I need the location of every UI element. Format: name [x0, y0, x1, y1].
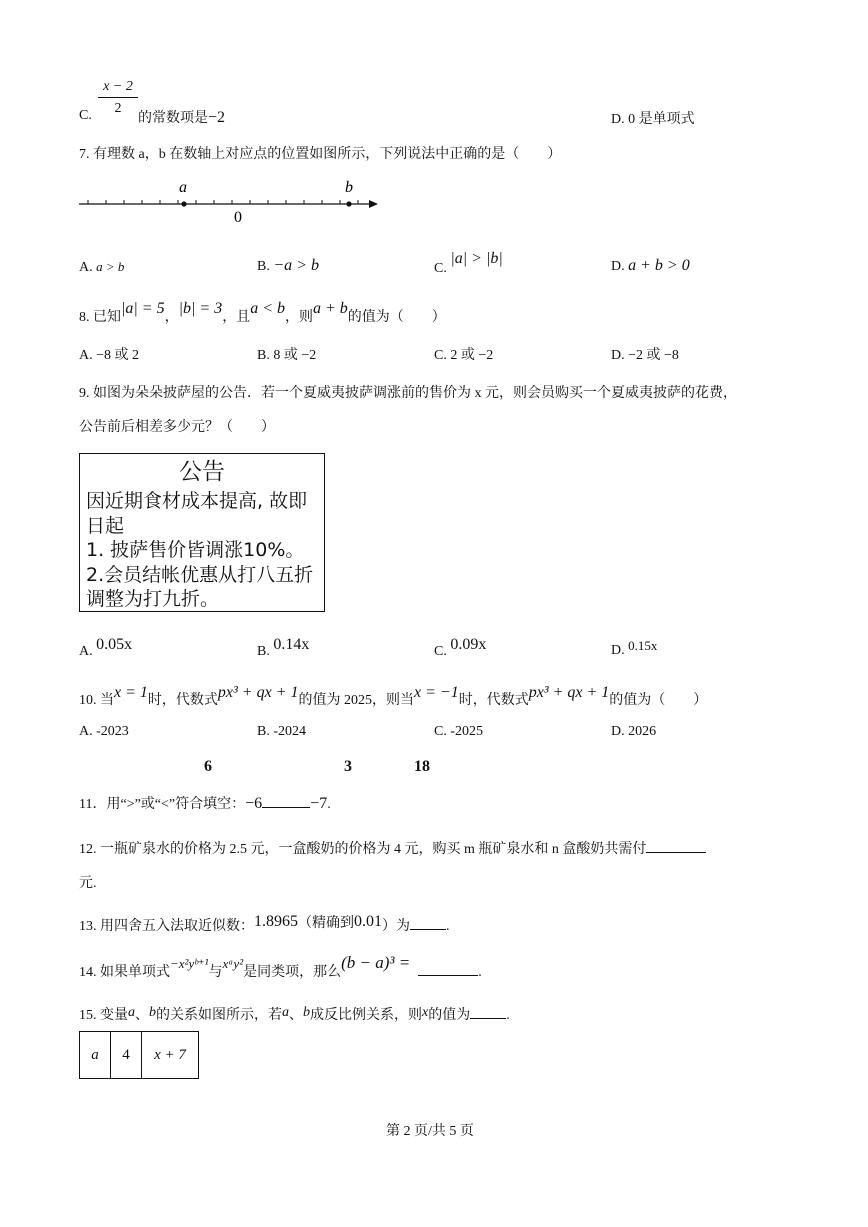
q15 — [79, 1004, 510, 1024]
option-text: −2 或 −8 — [628, 348, 679, 363]
q8-abs-a: |a| = 5 — [121, 300, 165, 317]
option-label: D. — [611, 724, 625, 739]
q15-sep: 、 — [135, 1008, 149, 1023]
q10-option-b — [257, 724, 306, 740]
q13-answer-blank[interactable] — [410, 917, 446, 930]
option-label: B. — [257, 259, 270, 274]
q14-p2: 与 — [208, 965, 223, 980]
q10-option-d — [611, 724, 656, 740]
table-row — [80, 1032, 199, 1079]
q15-p2: 的关系如图所示，若 — [156, 1008, 282, 1023]
q12-line1 — [79, 838, 706, 858]
q9-option-b — [257, 636, 310, 659]
table-cell: x + 7 — [142, 1032, 199, 1079]
option-label: C. — [434, 724, 447, 739]
q15-var-a2: a — [282, 1005, 289, 1020]
q12-text: 12. 一瓶矿泉水的价格为 2.5 元，一盒酸奶的价格为 4 元，购买 m 瓶矿泉水和 n 盒酸奶共需付 — [79, 842, 647, 857]
notice-line: 2.会员结帐优惠从打八五折 — [86, 563, 314, 586]
notice-title: 公告 — [179, 459, 225, 485]
q8-cond: a < b — [250, 300, 285, 317]
q10-p3: 的值为 2025，则当 — [298, 693, 414, 708]
q12-answer-blank[interactable] — [646, 840, 706, 853]
q8-option-d — [611, 344, 679, 364]
label-zero: 0 — [234, 209, 242, 226]
q14-p3: 是同类项，那么 — [243, 965, 342, 980]
q8-option-a — [79, 344, 139, 364]
q14 — [79, 953, 482, 980]
page-footer: 第 2 页/共 5 页 — [386, 1124, 474, 1139]
notice-line: 1. 披萨售价皆调涨10%。 — [86, 539, 305, 561]
q6-option-d: D. 0 是单项式 — [611, 112, 695, 127]
q6-option-c-label: C. — [79, 108, 92, 123]
q10-p5: 的值为（ ） — [609, 693, 708, 708]
q14-expr: (b − a)³ = — [341, 953, 411, 972]
arrow-right-icon — [369, 200, 378, 208]
option-label: D. — [611, 643, 625, 658]
q8-option-c — [434, 344, 493, 364]
q6-option-c-fraction — [98, 79, 138, 117]
point-a — [181, 201, 186, 206]
notice-line: 因近期食材成本提高, 故即 — [86, 490, 308, 512]
notice-line: 日起 — [86, 514, 125, 537]
fraction-numerator: x − 2 — [98, 79, 138, 98]
q15-value-table — [79, 1031, 199, 1079]
q10-poly2: px³ + qx + 1 — [528, 684, 610, 701]
option-expr: a + b > 0 — [628, 257, 690, 274]
table-cell: a — [80, 1032, 111, 1079]
q10-stem — [79, 682, 708, 708]
point-b — [346, 201, 351, 206]
q11 — [79, 793, 331, 813]
option-expr: |a| > |b| — [450, 250, 503, 267]
q11-answer-blank[interactable] — [262, 795, 310, 808]
q8-comma: ， — [164, 310, 179, 325]
option-label: C. — [434, 261, 447, 276]
q8-abs-b: |b| = 3 — [178, 300, 223, 317]
q6-option-c-text — [138, 107, 225, 127]
q9-option-a — [79, 636, 133, 659]
q10-p2: 时，代数式 — [147, 693, 218, 708]
q8-mid2: ，则 — [284, 310, 313, 325]
q15-end: . — [506, 1008, 510, 1023]
q13-end: . — [446, 919, 450, 934]
q14-mono2: xᵃy² — [222, 956, 244, 971]
q11-right: −7 — [310, 795, 328, 812]
option-expr: 0.14x — [273, 636, 310, 653]
q13-p2: （精确到 — [298, 916, 354, 931]
option-expr: a > b — [96, 259, 125, 274]
q6-option-c-value: −2 — [208, 109, 226, 126]
option-text: −8 或 2 — [96, 348, 140, 363]
option-expr: −a > b — [273, 257, 319, 274]
q10-e2: x = −1 — [414, 684, 459, 701]
q15-sep2: 、 — [289, 1008, 303, 1023]
q14-p1: 14. 如果单项式 — [79, 965, 170, 980]
q15-var-b2: b — [303, 1005, 310, 1020]
q8-option-b — [257, 344, 316, 364]
option-label: A. — [79, 260, 93, 275]
section-header-count: 6 — [204, 758, 212, 775]
q10-option-a — [79, 724, 129, 740]
q9-option-c — [434, 636, 487, 659]
q11-end: . — [327, 797, 331, 812]
q6-option-c-desc: 的常数项是 — [138, 111, 208, 126]
option-label: A. — [79, 348, 93, 363]
q7-option-d — [611, 257, 690, 275]
option-label: A. — [79, 724, 93, 739]
q13-num: 1.8965 — [254, 913, 298, 930]
option-expr: 0.15x — [628, 638, 658, 653]
q15-p1: 15. 变量 — [79, 1008, 128, 1023]
q13-p1: 13. 用四舍五入法取近似数： — [79, 919, 254, 934]
q10-p1: 10. 当 — [79, 693, 114, 708]
option-text: 8 或 −2 — [273, 348, 317, 363]
q13-precision: 0.01 — [354, 913, 382, 930]
q11-prefix: 11．用“>”或“<”符合填空： — [79, 797, 246, 812]
q15-p4: 的值为 — [428, 1008, 471, 1023]
q12-line2: 元. — [79, 876, 97, 891]
q9-stem-line1: 9. 如图为朵朵披萨屋的公告．若一个夏威夷披萨调涨前的售价为 x 元，则会员购买一个夏威夷披萨的花费， — [79, 386, 737, 401]
option-text: -2023 — [96, 724, 129, 739]
option-expr: 0.09x — [450, 636, 487, 653]
label-a: a — [179, 179, 187, 196]
notice-line: 调整为打九折。 — [86, 588, 220, 610]
q14-end: . — [478, 965, 482, 980]
q15-var-a: a — [128, 1005, 135, 1020]
option-expr: 0.05x — [96, 636, 133, 653]
q7-stem: 7. 有理数 a，b 在数轴上对应点的位置如图所示，下列说法中正确的是（ ） — [79, 147, 562, 162]
option-label: B. — [257, 348, 270, 363]
option-text: -2025 — [450, 724, 484, 739]
option-text: 2 或 −2 — [450, 348, 494, 363]
section-header-total: 18 — [414, 758, 430, 775]
q13 — [79, 911, 450, 934]
label-b: b — [345, 179, 353, 196]
option-text: -2024 — [273, 724, 307, 739]
q13-p3: ）为 — [382, 919, 410, 934]
q10-poly1: px³ + qx + 1 — [217, 684, 299, 701]
option-label: A. — [79, 644, 93, 659]
q8-sum: a + b — [312, 300, 348, 317]
q15-var-x: x — [422, 1005, 429, 1020]
notice-box — [79, 453, 325, 612]
q11-left: −6 — [245, 795, 263, 812]
q14-answer-blank[interactable] — [418, 963, 478, 976]
option-label: D. — [611, 259, 625, 274]
q8-suffix: 的值为（ ） — [347, 310, 446, 325]
option-label: B. — [257, 644, 270, 659]
q8-stem — [79, 298, 446, 325]
q15-answer-blank[interactable] — [470, 1006, 506, 1019]
option-label: C. — [434, 348, 447, 363]
number-line — [79, 178, 384, 228]
option-label: D. — [611, 348, 625, 363]
option-label: C. — [434, 644, 447, 659]
q8-mid: ，且 — [222, 310, 251, 325]
table-cell: 4 — [111, 1032, 142, 1079]
q15-var-b: b — [149, 1005, 156, 1020]
fraction-denominator: 2 — [114, 101, 122, 116]
q8-prefix: 8. 已知 — [79, 310, 121, 325]
option-label: B. — [257, 724, 270, 739]
option-text: 2026 — [628, 724, 657, 739]
q7-option-a — [79, 259, 124, 276]
q14-mono1: −x²yᵇ⁺¹ — [170, 956, 209, 971]
q10-p4: 时，代数式 — [458, 693, 529, 708]
section-header-points-each: 3 — [344, 758, 352, 775]
q10-e1: x = 1 — [114, 684, 148, 701]
q15-p3: 成反比例关系，则 — [310, 1008, 422, 1023]
q7-option-b — [257, 257, 319, 275]
q9-stem-line2: 公告前后相差多少元？（ ） — [79, 420, 275, 435]
q9-option-d — [611, 638, 658, 658]
q10-option-c — [434, 724, 483, 740]
q7-option-c — [434, 250, 503, 276]
